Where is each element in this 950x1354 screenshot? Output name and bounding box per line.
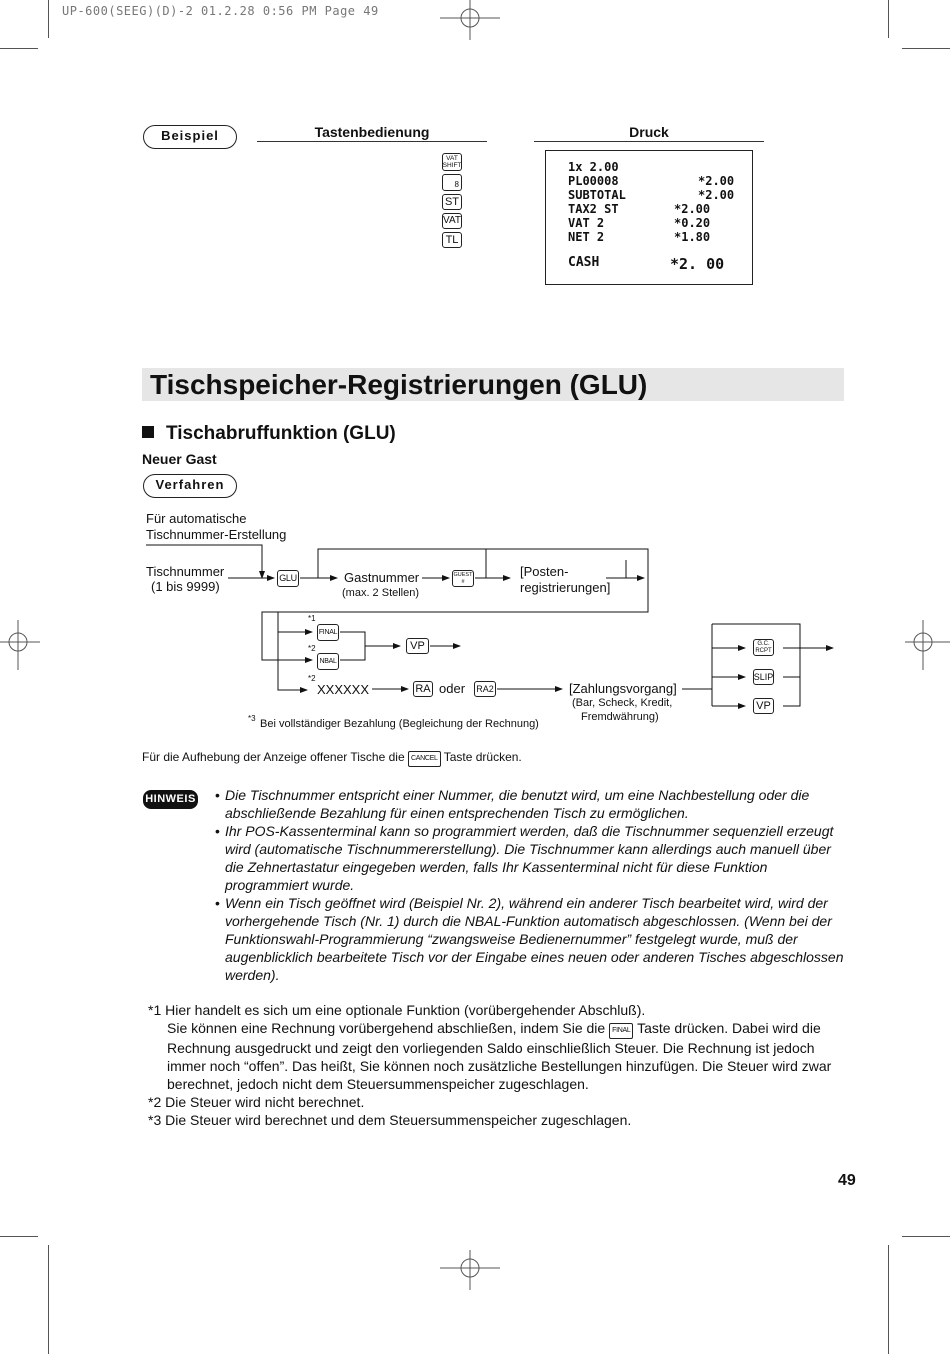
amount-placeholder: XXXXXX: [317, 682, 370, 697]
footnote-marker-1: *1: [308, 614, 316, 623]
nbal-key: NBAL: [317, 653, 339, 670]
registration-mark: [440, 1250, 500, 1290]
footnote-2: *2 Die Steuer wird nicht berechnet.: [148, 1094, 365, 1110]
note-item: • Ihr POS-Kassenterminal kann so programmiert werden, daß die Tischnummer sequenziell erzeugt wird (automatische Tischnummererstellung). Die Tischnummer kann allerdings auch manuell über die Zehnertastatur eingegeben werden, falls Ihr Kassenterminal nicht für diese Funktion programmiert wurde.: [215, 822, 845, 894]
subsection-title: Tischabruffunktion (GLU): [142, 423, 396, 445]
footnotes: [148, 1001, 848, 1129]
page-number: 49: [838, 1172, 856, 1189]
slip-key: SLIP: [753, 669, 774, 685]
or-label: oder: [439, 681, 466, 696]
receipt-line: TAX2 ST *2.00: [568, 202, 711, 216]
receipt-cash-line: CASH *2. 00: [568, 255, 725, 273]
cancel-key: CANCEL: [408, 751, 441, 767]
print-slug: UP-600(SEEG)(D)-2 01.2.28 0:56 PM Page 49: [62, 4, 379, 18]
footnote-marker-2a: *2: [308, 644, 316, 653]
payment-note-1: (Bar, Scheck, Kredit,: [572, 697, 673, 709]
receipt-line: 1x 2.00: [568, 160, 619, 174]
digit-8-key: 8: [442, 174, 462, 191]
vat-shift-key: VAT SHIFT: [442, 155, 462, 169]
section-title: Tischspeicher-Registrierungen (GLU): [150, 369, 648, 400]
footnote-1-body: Sie können eine Rechnung vorübergehend abschließen, indem Sie die FINAL Taste drücken. Dabei wird die Rechnung ausgedruckt und zeigt den vorliegenden Saldo einschließlich Steuer. Die Rechnung ist jedoch immer noch “offen”. Das heißt, Sie können noch zusätzliche Bestellungen hinzufügen. Die Steuer wird zwar berechnet, jedoch nicht dem Steuersummenspeicher zugeschlagen.: [167, 1020, 832, 1092]
note-item: • Die Tischnummer entspricht einer Nummer, die benutzt wird, um eine Nachbestellung oder die abschließende Bezahlung für einen entsprechenden Tisch zu ermöglichen.: [215, 786, 845, 822]
ra2-key: RA2: [474, 681, 496, 697]
footnote-marker-2b: *2: [308, 674, 316, 683]
st-key: ST: [442, 194, 462, 210]
footnote-1-line: *1 Hier handelt es sich um eine optionale Funktion (vorübergehender Abschluß).: [148, 1002, 646, 1018]
crop-mark: [48, 1245, 49, 1354]
gc-rcpt-key: G.C. RCPT: [753, 639, 774, 656]
hinweis-badge: HINWEIS: [143, 790, 198, 809]
neuer-gast-heading: Neuer Gast: [142, 451, 217, 467]
tl-key: TL: [442, 232, 462, 248]
guest-number-label: Gastnummer: [344, 570, 420, 585]
cancel-instruction: Für die Aufhebung der Anzeige offener Tische die CANCEL Taste drücken.: [142, 750, 522, 767]
guest-number-note: (max. 2 Stellen): [342, 587, 420, 599]
items-label-1: [Posten-: [520, 564, 569, 579]
crop-mark: [888, 1245, 889, 1354]
procedure-badge: Verfahren: [143, 474, 237, 498]
vp-key: VP: [406, 638, 429, 654]
full-payment-note: Bei vollständiger Bezahlung (Begleichung der Rechnung): [260, 718, 539, 730]
receipt-line: NET 2 *1.80: [568, 230, 711, 244]
crop-mark: [902, 1236, 950, 1237]
ra-key: RA: [413, 681, 433, 697]
auto-number-label-2: Tischnummer-Erstellung: [146, 527, 287, 542]
receipt-line: SUBTOTAL *2.00: [568, 188, 735, 202]
receipt-line: VAT 2 *0.20: [568, 216, 711, 230]
print-header: Druck: [534, 124, 764, 142]
final-key-inline: FINAL: [609, 1023, 633, 1039]
guest-key: GUEST #: [452, 570, 474, 587]
table-number-range: (1 bis 9999): [151, 579, 220, 594]
note-item: • Wenn ein Tisch geöffnet wird (Beispiel Nr. 2), während ein anderer Tisch bearbeitet wird, wird der vorhergehende Tisch (Nr. 1) durch die NBAL-Funktion automatisch abgeschlossen. (Wenn bei der Funktionswahl-Programmierung “zwangsweise Bedienernummer” festgelegt wurde, muß der augenblicklich bearbeitete Tisch vor der Eingabe eines neuen oder anderen Tisches abgeschlossen werden).: [215, 894, 845, 984]
vat-key: VAT: [442, 213, 462, 229]
example-badge: Beispiel: [143, 125, 237, 149]
keys-header: Tastenbedienung: [257, 124, 487, 142]
items-label-2: registrierungen]: [520, 580, 611, 595]
auto-number-label-1: Für automatische: [146, 511, 247, 526]
footnote-3: *3 Die Steuer wird berechnet und dem Steuersummenspeicher zugeschlagen.: [148, 1112, 632, 1128]
payment-note-2: Fremdwährung): [581, 711, 659, 723]
receipt-line: PL00008 *2.00: [568, 174, 735, 188]
glu-key: GLU: [277, 570, 299, 587]
payment-label: [Zahlungsvorgang]: [569, 681, 677, 696]
vp-key-2: VP: [753, 698, 774, 714]
final-key: FINAL: [317, 624, 339, 641]
table-number-label: Tischnummer: [146, 564, 225, 579]
footnote-marker-3: *3: [248, 714, 256, 723]
crop-mark: [0, 1236, 38, 1237]
notes-list: [215, 786, 845, 984]
